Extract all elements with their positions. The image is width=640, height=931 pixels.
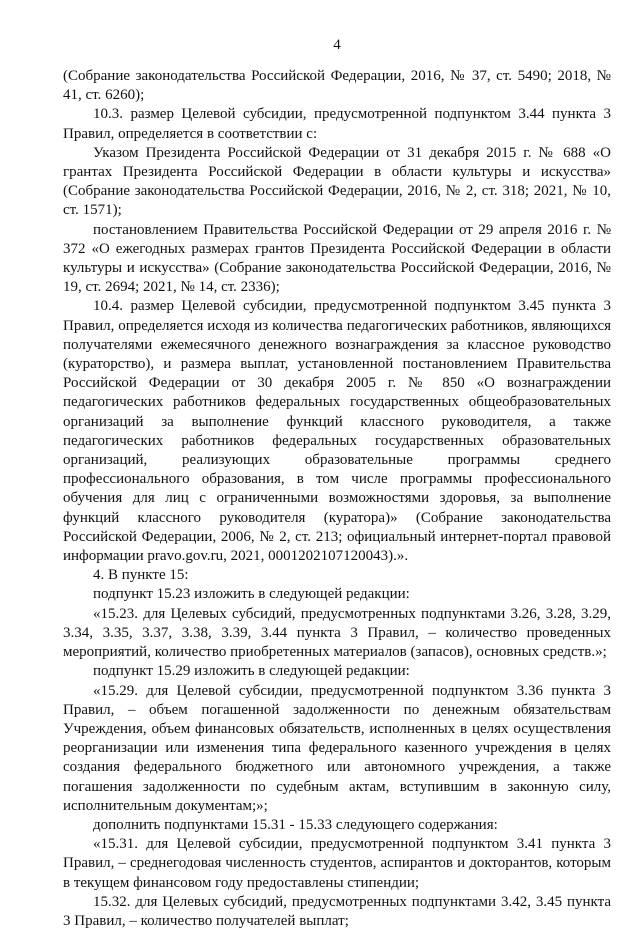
paragraph: «15.31. для Целевой субсидии, предусмотренной подпунктом 3.41 пункта 3 Правил, – среднегодовая численность студентов, аспирантов и докторантов, которым в текущем финансовом году предоставлены стипендии; bbox=[63, 836, 611, 891]
paragraph: «15.29. для Целевой субсидии, предусмотренной подпунктом 3.36 пункта 3 Правил, – объем погашенной задолженности по денежным обязательствам Учреждения, объем финансовых обязательств, исполненных в целях осуществления реорганизации или изменения типа федерального казенного учреждения в целях создания федерального бюджетного или автономного учреждения, а также погашения задолженности по судебным актам, вступившим в законную силу, исполнительным документам;»; bbox=[63, 682, 611, 814]
paragraph: постановлением Правительства Российской Федерации от 29 апреля 2016 г. № 372 «О ежегодных размерах грантов Президента Российской Федерации в области культуры и искусства» (Собрание законодательства Российской Федерации, 2016, № 19, ст. 2694; 2021, № 14, ст. 2336); bbox=[63, 221, 611, 296]
page-number: 4 bbox=[333, 37, 341, 53]
paragraph: дополнить подпунктами 15.31 - 15.33 следующего содержания: bbox=[93, 816, 498, 833]
paragraph: подпункт 15.23 изложить в следующей редакции: bbox=[93, 586, 410, 603]
paragraph: 10.4. размер Целевой субсидии, предусмотренной подпунктом 3.45 пункта 3 Правил, определяется исходя из количества педагогических работников, являющихся получателями ежемесячного денежного вознаграждения за классное руководство (кураторство), и размера выплат, установленной постановлением Правительства Российской Федерации от 30 декабря 2005 г. № 850 «О вознаграждении педагогических работников федеральных государственных общеобразовательных организаций за выполнение функций классного руководителя, а также педагогических работников федеральных государственных образовательных организаций, реализующих образовательные программы среднего профессионального образования, в том числе программы профессионального обучения для лиц с ограниченными возможностями здоровья, за выполнение функций классного руководителя (куратора)» (Собрание законодательства Российской Федерации, 2006, № 2, ст. 213; официальный интернет-портал правовой информации pravo.gov.ru, 2021, 0001202107120043).». bbox=[63, 298, 611, 565]
paragraph: Указом Президента Российской Федерации от 31 декабря 2015 г. № 688 «О грантах Президента Российской Федерации в области культуры и искусства» (Собрание законодательства Российской Федерации, 2016, № 2, ст. 318; 2021, № 10, ст. 1571); bbox=[63, 144, 611, 219]
document-page bbox=[63, 36, 611, 931]
paragraph: 4. В пункте 15: bbox=[93, 567, 189, 584]
paragraph: «15.23. для Целевых субсидий, предусмотренных подпунктами 3.26, 3.28, 3.29, 3.34, 3.35, 3.37, 3.38, 3.39, 3.44 пункта 3 Правил, – количество проведенных мероприятий, количество приобретенных материалов (запасов), основных средств.»; bbox=[63, 605, 611, 661]
paragraph: 15.32. для Целевых субсидий, предусмотренных подпунктами 3.42, 3.45 пункта 3 Правил, – количество получателей выплат; bbox=[63, 893, 611, 929]
document-body bbox=[63, 67, 611, 931]
paragraph: (Собрание законодательства Российской Федерации, 2016, № 37, ст. 5490; 2018, № 41, ст. 6260); bbox=[63, 68, 611, 104]
paragraph: подпункт 15.29 изложить в следующей редакции: bbox=[93, 663, 410, 680]
paragraph: 10.3. размер Целевой субсидии, предусмотренной подпунктом 3.44 пункта 3 Правил, определяется в соответствии с: bbox=[63, 106, 611, 142]
